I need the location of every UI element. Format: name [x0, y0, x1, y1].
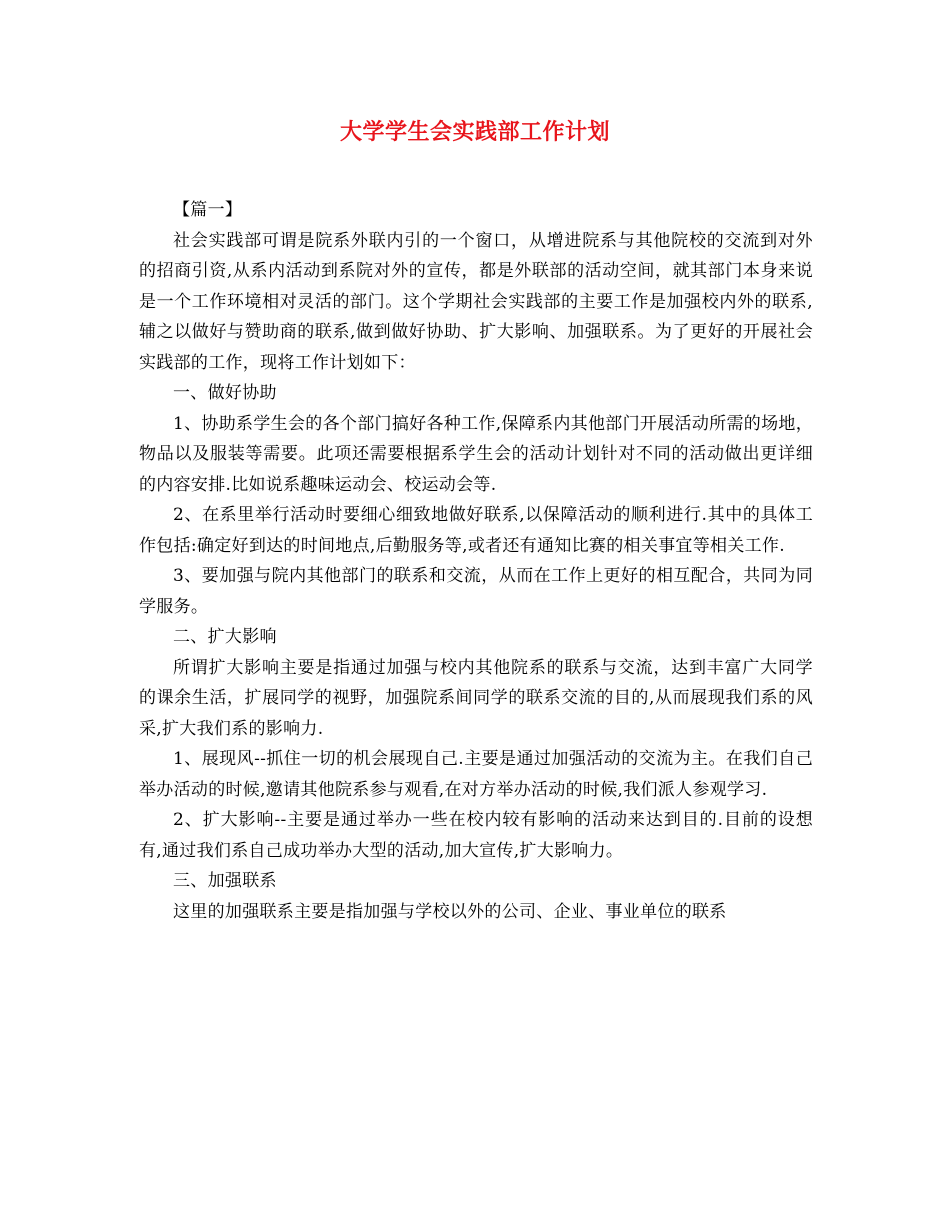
document-body — [139, 195, 813, 927]
section-label: 【篇一】 — [173, 200, 243, 220]
paragraph: 所谓扩大影响主要是指通过加强与校内其他院系的联系与交流，达到丰富广大同学的课余生活，扩展同学的视野，加强院系间同学的联系交流的目的,从而展现我们系的风采,扩大我们系的影响力. — [139, 657, 813, 739]
section-heading: 三、加强联系 — [173, 871, 277, 891]
section-heading: 二、扩大影响 — [173, 627, 277, 647]
paragraph: 社会实践部可谓是院系外联内引的一个窗口，从增进院系与其他院校的交流到对外的招商引资,从系内活动到系院对外的宣传，都是外联部的活动空间，就其部门本身来说是一个工作环境相对灵活的部门。这个学期社会实践部的主要工作是加强校内外的联系,辅之以做好与赞助商的联系,做到做好协助、扩大影响、加强联系。为了更好的开展社会实践部的工作，现将工作计划如下： — [139, 230, 813, 373]
section-heading: 一、做好协助 — [173, 383, 277, 403]
paragraph: 1、协助系学生会的各个部门搞好各种工作,保障系内其他部门开展活动所需的场地，物品以及服装等需要。此项还需要根据系学生会的活动计划针对不同的活动做出更详细的内容安排.比如说系趣味运动会、校运动会等. — [139, 413, 813, 495]
document-title: 大学学生会实践部工作计划 — [339, 120, 610, 145]
paragraph: 2、扩大影响--主要是通过举办一些在校内较有影响的活动来达到目的.目前的设想有,通过我们系自己成功举办大型的活动,加大宣传,扩大影响力。 — [139, 810, 813, 861]
paragraph: 2、在系里举行活动时要细心细致地做好联系,以保障活动的顺利进行.其中的具体工作包括:确定好到达的时间地点,后勤服务等,或者还有通知比赛的相关事宜等相关工作. — [139, 505, 813, 556]
paragraph: 1、展现风--抓住一切的机会展现自己.主要是通过加强活动的交流为主。在我们自己举办活动的时候,邀请其他院系参与观看,在对方举办活动的时候,我们派人参观学习. — [139, 749, 813, 800]
paragraph: 3、要加强与院内其他部门的联系和交流，从而在工作上更好的相互配合，共同为同学服务。 — [139, 566, 813, 617]
paragraph: 这里的加强联系主要是指加强与学校以外的公司、企业、事业单位的联系 — [173, 901, 727, 922]
